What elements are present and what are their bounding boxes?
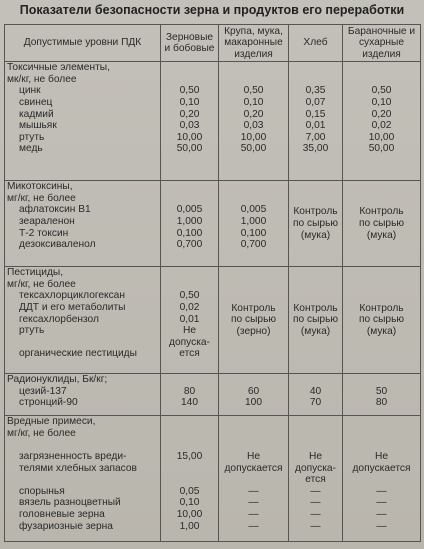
value: 1,00 [179,520,200,532]
note-line: по сырью [292,314,339,326]
value: 0,02 [371,120,392,132]
value: 0,005 [240,204,267,216]
myco-bakery-note [343,181,421,267]
section-mycotoxins [5,181,421,267]
value: допускается [352,462,411,474]
header-col-bakery: Бараночные и сухарные изделия [343,25,421,62]
dash: — [248,508,259,520]
value: 10,00 [176,508,203,520]
row-label: кадмий [19,108,54,120]
radio-bakery-values [343,374,421,416]
note-line: (зерно) [236,326,271,338]
value: 80 [375,397,388,409]
value: 0,50 [179,85,200,97]
value: 70 [309,397,322,409]
row-label: загрязненность вреди- [19,451,127,462]
value: Не [374,451,389,462]
value: ется [179,348,200,360]
pest-grain-values [161,267,219,374]
harm-groats-values [219,416,289,542]
section-pesticides [5,267,421,374]
note-line: Контроль [231,302,276,314]
section-harmful-impurities [5,416,421,542]
section-heading: мг/кг, не более [7,192,76,204]
value: 0,700 [240,239,267,251]
row-label: ртуть [19,325,45,337]
harm-bread-values [289,416,343,542]
row-label: ртуть [19,131,45,143]
value: 0,50 [179,290,200,302]
value: 50,00 [240,143,267,155]
value: 15,00 [176,451,203,462]
row-label: спорынья [19,485,65,497]
value: 60 [247,385,260,397]
note-line: Контроль [293,206,338,218]
myco-groats-values [219,181,289,267]
dash: — [310,508,321,520]
note-line: по сырью [358,314,405,326]
value: 1,000 [176,216,203,227]
row-label: головневые зерна [19,508,105,520]
value: 0,03 [179,120,200,132]
value: 0,10 [243,97,264,108]
value: 0,700 [176,239,203,251]
value: 0,35 [305,85,326,97]
row-label: дезоксиваленол [19,239,96,251]
radio-groats-values [219,374,289,416]
dash: — [376,485,387,497]
dash: — [248,485,259,497]
row-label: афлатоксин В1 [19,204,91,216]
toxic-names-cell [5,62,161,181]
dash: — [310,520,321,532]
row-label: гексахлорбензол [19,313,99,325]
value: 50,00 [176,143,203,155]
header-col-grain: Зерновые и бобовые [161,25,219,62]
header-row [5,25,421,62]
section-toxic-elements [5,62,421,181]
pest-bakery-note [343,267,421,374]
value: 0,05 [179,485,200,497]
value: 0,07 [305,97,326,108]
pest-groats-note [219,267,289,374]
row-label: телями хлебных запасов [19,462,137,474]
note-line: (мука) [366,326,397,338]
value: допуска- [295,462,336,474]
myco-grain-values [161,181,219,267]
header-col-groats: Крупа, мука, макаронные изделия [219,25,289,62]
section-heading: мг/кг, не более [7,278,76,290]
value: 50 [375,385,388,397]
toxic-grain-values [161,62,219,181]
section-heading: Вредные примеси, [7,416,96,428]
value: 40 [309,385,322,397]
value: 0,01 [179,313,200,325]
myco-names-cell [5,181,161,267]
value: 0,10 [179,497,200,509]
note-line: (мука) [300,229,331,241]
note-line: Контроль [293,302,338,314]
harm-grain-values [161,416,219,542]
row-label: свинец [19,97,53,108]
header-col-limits: Допустимые уровни ПДК [5,25,161,62]
value: 0,03 [243,120,264,132]
value: 10,00 [176,131,203,143]
row-label: фузариозные зерна [19,520,113,532]
row-label: тексахлорциклогексан [19,290,125,302]
radio-grain-values [161,374,219,416]
value: 0,50 [371,85,392,97]
radio-bread-values [289,374,343,416]
value: 7,00 [305,131,326,143]
section-heading: Микотоксины, [7,181,73,193]
value: 0,100 [176,227,203,239]
dash: — [248,520,259,532]
row-label: Т-2 токсин [19,227,69,239]
value: Не [246,451,261,462]
section-heading: мг/кг, не более [7,427,76,439]
note-line: (мука) [300,326,331,338]
page-title: Показатели безопасности зерна и продуктов его переработки [19,3,405,17]
row-label: органические пестициды [19,348,137,360]
value: 10,00 [240,131,267,143]
value: 0,02 [179,302,200,313]
toxic-bakery-values [343,62,421,181]
row-label: вязель разноцветный [19,497,121,509]
safety-table [4,24,421,542]
dash: — [310,497,321,509]
value: 0,20 [179,108,200,120]
value: 0,005 [176,204,203,216]
value: 80 [183,385,196,397]
value: 0,20 [243,108,264,120]
value: 0,50 [243,85,264,97]
note-line: по сырью [292,217,339,229]
value: допускается [224,462,283,474]
section-heading: Радионуклиды, Бк/кг; [7,374,108,386]
note-line: Контроль [359,206,404,218]
value: ется [305,474,326,486]
harm-names-cell [5,416,161,542]
value: 1,000 [240,216,267,227]
value: 140 [181,397,198,409]
note-line: по сырью [230,314,277,326]
pest-names-cell [5,267,161,374]
dash: — [248,497,259,509]
value: Не [182,325,197,337]
row-label: медь [19,143,43,155]
myco-bread-note [289,181,343,267]
row-label: мышьяк [19,120,57,132]
value: 0,20 [371,108,392,120]
value: 50,00 [368,143,395,155]
value: 100 [245,397,262,409]
note-line: (мука) [366,229,397,241]
value: 10,00 [368,131,395,143]
radio-names-cell [5,374,161,416]
dash: — [376,497,387,509]
header-col-bread: Хлеб [289,25,343,62]
value: 0,10 [371,97,392,108]
section-heading: Токсичные элементы, [7,62,110,74]
dash: — [310,485,321,497]
harm-bakery-values [343,416,421,542]
value: Не [308,451,323,462]
row-label: стронций-90 [19,397,78,409]
row-label: зеараленон [19,216,75,227]
value: 0,100 [240,227,267,239]
pest-bread-note [289,267,343,374]
value: 35,00 [302,143,329,155]
note-line: Контроль [359,302,404,314]
section-radionuclides [5,374,421,416]
value: 0,15 [305,108,326,120]
toxic-bread-values [289,62,343,181]
value: 0,10 [179,97,200,108]
value: допуска- [169,336,210,348]
toxic-groats-values [219,62,289,181]
section-heading: Пестициды, [7,267,64,279]
row-label: цинк [19,85,41,97]
value: 0,01 [305,120,326,132]
dash: — [376,508,387,520]
dash: — [376,520,387,532]
row-label: ДДТ и его метаболиты [19,302,126,313]
note-line: по сырью [358,217,405,229]
row-label: цезий-137 [19,385,67,397]
section-heading: мк/кг, не более [7,73,77,85]
